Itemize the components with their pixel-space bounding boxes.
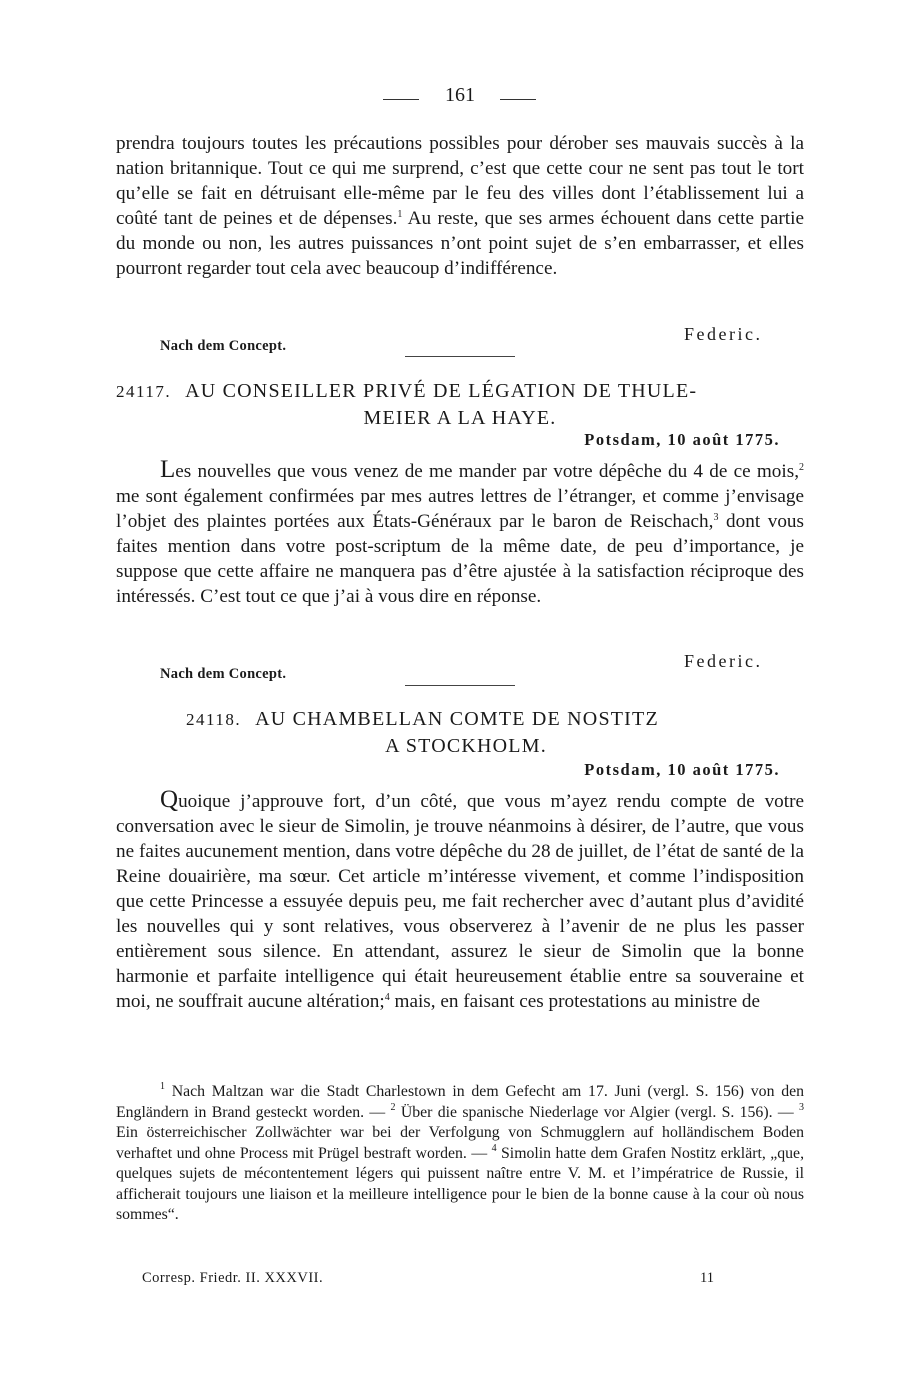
letter-24118-body: Quoique j’approuve fort, d’un côté, que vous m’ayez rendu compte de votre conversation avec le sieur de Simolin, je trouve néanmoins à désirer, de l’autre, que vous ne faites aucunement mention, dans votre dépêche du 28 de juillet, de l’état de santé de la Reine douairière, ma sœur. Cet article m’intéresse vivement, et comme l’indisposition que cette Princesse a essuyée depuis peu, me fait rechercher avec d’autant plus d’avidité les nouvelles qui y sont relatives, vous observerez à l’avenir de ne plus les passer entièrement sous silence. En attendant, assurez le sieur de Simolin que la bonne harmonie et parfaite intelligence qui était heureusement établie entre sa souveraine et moi, ne souffrait aucune altération;$^4$ mais, en faisant ces protestations au ministre de — [116, 786, 804, 1012]
footnote-ref-3[interactable]: 3 — [713, 512, 719, 523]
footnote-1-marker: 1 — [160, 1081, 165, 1092]
letter-24117-signature: Federic. — [684, 651, 763, 671]
letter-24117-source: Nach dem Concept. — [160, 666, 287, 682]
footnote-3-marker: 3 — [799, 1101, 804, 1113]
header-rule-right — [500, 99, 536, 100]
letter-24116-signature: Federic. — [684, 324, 763, 344]
signature-line: Corresp. Friedr. II. XXXVII. — [142, 1270, 324, 1286]
footnote-ref-4[interactable]: 4 — [384, 992, 390, 1003]
letter-title-line2: MEIER A LA HAYE. — [363, 407, 557, 429]
header-rule-left — [383, 99, 419, 100]
sheet-number: 11 — [700, 1270, 714, 1286]
footnote-1: Nach Maltzan war die Stadt Charlestown in dem Gefecht am 17. Juni (vergl. S. 156) von den Engländern in Brand gesteckt worden. — — [116, 1083, 804, 1121]
page-number: 161 — [445, 84, 475, 106]
letter-24116-body: prendra toujours toutes les précautions possibles pour dérober ses mauvais succès à la nation britannique. Tout ce qui me surprend, c’est que cette cour ne sent pas tout le tort qu’elle se fait en détruisant elle-même par le feu des villes dont l’établissement lui a coûté tant de peines et de dépenses.$^1$ Au reste, que ses armes échouent dans cette partie du monde ou non, les autres puissances n’ont point sujet de s’en embarrasser, et elles pourront regarder tout cela avec beaucoup d’indifférence. — [116, 133, 804, 279]
footnote-3: Ein österreichischer Zollwächter war bei der Verfolgung von Schmugglern auf holländischem Boden verhaftet und ohne Process mit Prügel bestraft worden. — — [116, 1124, 804, 1162]
letter-title-line2: A STOCKHOLM. — [385, 735, 547, 757]
page-header — [0, 84, 900, 114]
letter-24118-place-date: Potsdam, 10 août 1775. — [584, 760, 780, 779]
letter-title-line1: AU CONSEILLER PRIVÉ DE LÉGATION DE THULE- — [185, 380, 698, 402]
letter-24118-heading — [186, 706, 746, 759]
letter-number: 24118. — [186, 710, 242, 729]
footnote-4-marker: 4 — [491, 1142, 497, 1154]
separator-rule — [405, 356, 515, 357]
letter-24117-place-date: Potsdam, 10 août 1775. — [584, 430, 780, 449]
footnote-4: Simolin hatte dem Grafen Nostitz erklärt, „que, quelques sujets de mécontentement légers qui puissent naître entre V. M. et l’impératrice de Russie, il afficherait toujours une liaison et la meilleure intelligence pour le bien de la bonne cause à la cour où nous sommes“. — [116, 1144, 805, 1223]
letter-24117-body: Les nouvelles que vous venez de me mander par votre dépêche du 4 de ce mois,$^2$ me sont également confirmées par mes autres lettres de l’étranger, et comme j’envisage l’objet des plaintes portées aux États-Généraux par le baron de Reischach,$^3$ dont vous faites mention dans votre post-scriptum de la même date, de peu d’importance, je suppose que cette affaire ne manquera pas d’être ajustée à la satisfaction réciproque des intéressés. C’est tout ce que j’ai à vous dire en réponse. — [116, 456, 804, 607]
footnote-ref-2[interactable]: 2 — [799, 462, 804, 473]
letter-24116-source: Nach dem Concept. — [160, 338, 287, 354]
letter-24117-heading — [116, 378, 804, 431]
footnote-2: Über die spanische Niederlage vor Algier (vergl. S. 156). — — [395, 1103, 794, 1121]
separator-rule — [405, 685, 515, 686]
footnote-ref-1[interactable]: 1 — [397, 209, 403, 220]
footnotes — [116, 1082, 804, 1226]
letter-number: 24117. — [116, 382, 172, 401]
footnote-2-marker: 2 — [390, 1101, 396, 1113]
letter-title-line1: AU CHAMBELLAN COMTE DE NOSTITZ — [255, 708, 659, 730]
